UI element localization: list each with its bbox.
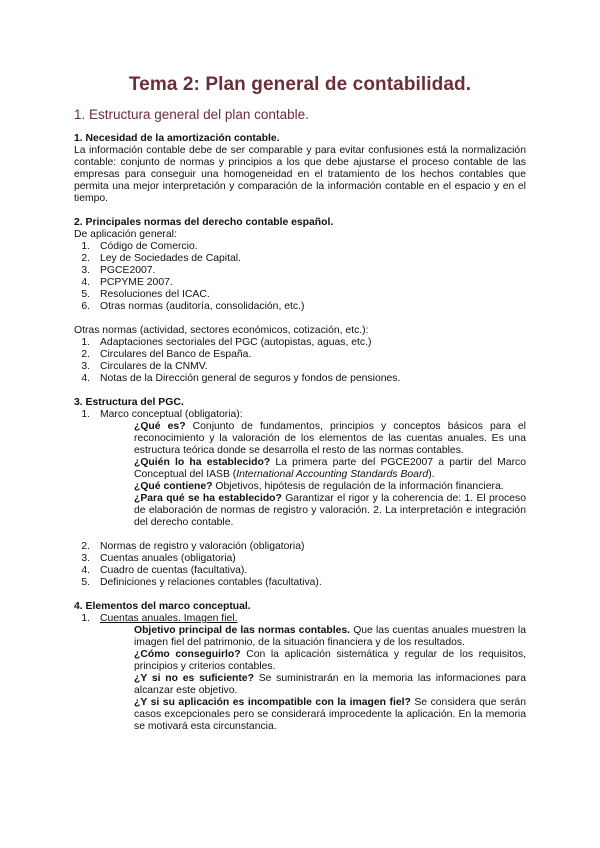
s4-qa-2: ¿Cómo conseguirlo? Con la aplicación sistemática y regular de los requisitos, principios y criterios contables.: [134, 649, 526, 672]
s1-heading: 1. Necesidad de la amortización contable.: [74, 133, 280, 144]
list-item: 6. Otras normas (auditoría, consolidación, etc.): [81, 301, 305, 312]
s4-qa-4: ¿Y si su aplicación es incompatible con la imagen fiel? Se considera que serán casos excepcionales pero se considerará improcedente la aplicación. En la memoria se motivará esta circunstancia.: [134, 697, 526, 732]
s2-heading: 2. Principales normas del derecho contable español.: [74, 217, 334, 228]
s3-qa-3: ¿Qué contiene? Objetivos, hipótesis de regulación de la información financiera.: [134, 481, 504, 492]
list-item: 2. Normas de registro y valoración (obligatoria): [81, 541, 305, 552]
s1-text: La información contable debe de ser comparable y para evitar confusiones está la normalización contable: conjunto de normas y principios a los que debe ajustarse el proceso contable de las empresas para conseguir una homogeneidad en el tratamiento de los hechos contables que permita una mejor interpretación y comparación de la información contable en el espacio y en el tiempo.: [74, 145, 526, 204]
list-item: 3. PGCE2007.: [81, 265, 156, 276]
document-body: [74, 133, 526, 733]
s4-heading: 4. Elementos del marco conceptual.: [74, 601, 251, 612]
list-item: 3. Cuentas anuales (obligatoria): [81, 553, 236, 564]
list-item: 4. PCPYME 2007.: [81, 277, 173, 288]
s2-other-label: Otras normas (actividad, sectores económicos, cotización, etc.):: [74, 325, 369, 336]
s2-other-list: [74, 337, 526, 385]
list-item: 1. Código de Comercio.: [81, 241, 198, 252]
list-item: 1. Adaptaciones sectoriales del PGC (autopistas, aguas, etc.): [81, 337, 372, 348]
s4-qa-1: Objetivo principal de las normas contables. Que las cuentas anuales muestren la imagen fiel del patrimonio, de la situación financiera y de los resultados.: [134, 625, 526, 648]
s3-qa-2: ¿Quién lo ha establecido? La primera parte del PGCE2007 a partir del Marco Conceptual del IASB (International Accounting Standards Board).: [134, 457, 526, 480]
s3-heading: 3. Estructura del PGC.: [74, 397, 184, 408]
list-item: 2. Circulares del Banco de España.: [81, 349, 252, 360]
s4-qa-3: ¿Y si no es suficiente? Se suministrarán en la memoria las informaciones para alcanzar este objetivo.: [134, 673, 526, 696]
list-item: 5. Resoluciones del ICAC.: [81, 289, 210, 300]
list-item: 5. Definiciones y relaciones contables (facultativa).: [81, 577, 322, 588]
s2-general-label: De aplicación general:: [74, 229, 177, 240]
s3-item-marco: 1. Marco conceptual (obligatoria):: [81, 409, 243, 420]
list-item: 3. Circulares de la CNMV.: [81, 361, 208, 372]
s2-general-list: [74, 241, 526, 313]
s4-item-cuentas: 1. Cuentas anuales. Imagen fiel.: [81, 613, 238, 624]
s3-qa-4: ¿Para qué se ha establecido? Garantizar el rigor y la coherencia de: 1. El proceso de elaboración de normas de registro y valoración. 2. La interpretación e integración del derecho contable.: [134, 493, 526, 528]
s3-qa-1: ¿Qué es? Conjunto de fundamentos, principios y conceptos básicos para el reconocimiento y la valoración de los elementos de las cuentas anuales. Es una estructura teórica donde se desarrolla el resto de las normas contables.: [134, 421, 526, 456]
list-item: 2. Ley de Sociedades de Capital.: [81, 253, 241, 264]
section-subtitle: 1. Estructura general del plan contable.: [74, 107, 309, 122]
list-item: 4. Notas de la Dirección general de seguros y fondos de pensiones.: [81, 373, 401, 384]
page-title: Tema 2: Plan general de contabilidad.: [128, 74, 472, 95]
list-item: 4. Cuadro de cuentas (facultativa).: [81, 565, 248, 576]
